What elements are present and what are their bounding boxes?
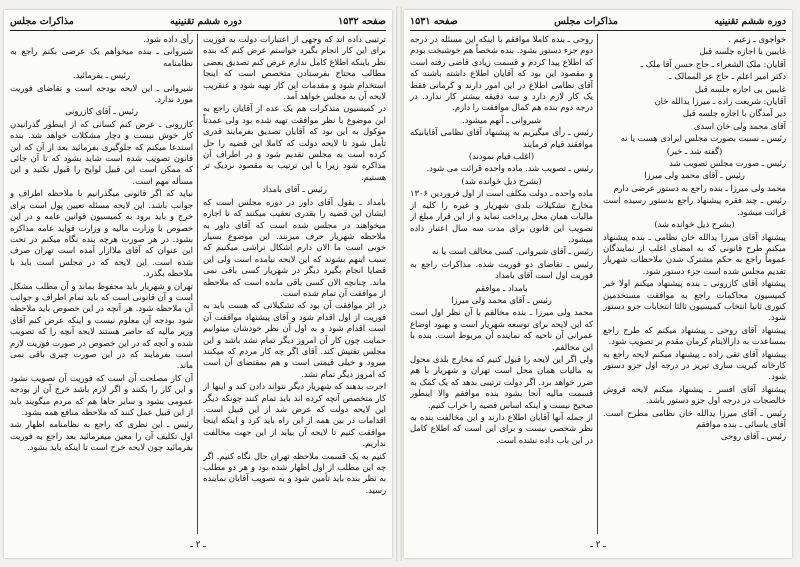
column-divider [597, 34, 598, 534]
paragraph: رئیس ـ صورت مجلس تصویب شد [669, 158, 786, 169]
paragraph: ماده واحده ـ دولت مکلف است از اول فروردین ۱۳۰۶ مخارج تشکیلات بلدی شهریار و غیره را کلیه از مالیات همان محل پرداخت نماید و از این قرار مبلغ از تصویب این قانون برای مدت سه سال اعتبار داده میشود. [410, 188, 593, 244]
paragraph: ولی اگر این لایحه را قبول کنیم که مخارج بلدی محول به مالیات همان محل است تهران و شهریار با هم ضرر خواهد برد. اگر دولت ترتیبی بدهد که یک کمک به قسمت مالیه آنجا بشود بنده موافقم والا اینطور صحیح نیست و اینکه اساس قضیه را خراب کنیم. [410, 353, 593, 410]
header-rule [410, 30, 786, 31]
paragraph: در اثر موافقت آن بود که تشکیلاتی که هست باید به فوریت از اول اقدام شود و آقای پیشنهاد موافقت آن است اقدام شود و به اول آن نظر خودشان میتوانیم حمایت چون کار آن امروز دیگر تمام نشد باشد و این مجلس تفتیش کند. آقای اگر چه کار مردم که میکنند میرود و خیلی قیمتی است و هم بمقتضای آن است که امروز دیگر تمام نشد. [203, 300, 386, 379]
left-page-column-2 [10, 34, 193, 534]
paragraph: رئیس ـ آقای روحی [720, 431, 786, 442]
speaker-line: رئیس ـ آقای محمد ولی میرزا [451, 294, 552, 305]
paragraph: محمد ولی میرزا ـ بنده مخالفم با آن نظر اول است که این لایحه برای توسعه شهریار است و بهبود اوضاع عمرانی آن ناحیه که نماینده آن مربوط است. بنده با این مخالفم. [410, 307, 593, 352]
paragraph: آقایان: ملک الشعراء ـ حاج حسن آقا ملک ـ [640, 58, 786, 69]
session-title: دوره ششم تقنینیه [170, 15, 242, 27]
paragraph: در کمیسیون متذکرات هم یک عده از آقایان راجع به این موضوع با نظر موافقت تهیه شده بود ولی عمدتاً موکول به این بود که آقایان تصدیق بفرمایند قدری تأمل شود تا لایحه دولت که کاملا این قضیه را حل کرده است به مجلس تقدیم شود و در اطراف آن مذاکره شود زیرا با این ترتیب به مقصود نزدیک تر هستیم. [203, 103, 386, 182]
paragraph: رئیس ـ این نظری که راجع به نظامنامه اظهار شد اول تکلیف آن را معین میفرمائید بعد راجع به فوریت بفرمائید چون لایحه خرج است تا اینکه باید بشود. [10, 419, 193, 453]
paragraph: پیشنهاد آقای تقی زاده ـ پیشنهاد میکنم لایحه راجع به کارخانه کبریت سازی تبریز در درجه اول جزو دستور شود. [603, 348, 786, 382]
paragraph: آن کار مصلحت آن است که فوریت آن تصویب نشود و این کار را بکنند و اگر لازم باشد خرج آن از بودجه عمومی بشود و سایر جاها هم که مردم میگویند باید از این قبیل عمل کنند که ملاحظه منافع همه بشود. [10, 372, 193, 417]
paragraph: رئیس ـ نسبت بصورت مجلس ایرادی هست یا نه [620, 133, 786, 144]
page-number-label: صفحه ۱۵۳۲ [338, 15, 386, 27]
paragraph: رئیس ـ آقای میرزا یدالله خان نظامی مطرح است. آقای یاسائی ـ بنده موافقم [603, 407, 786, 429]
paragraph: دیر آمدگان با اجازه جلسه قبل [682, 108, 786, 119]
procedural-note: (گفته شد ـ خیر) [666, 145, 723, 156]
right-page-header [410, 13, 786, 29]
paragraph: کازرونی ـ عرض کنم کسانی که از اینطور گذرانیدن کار خوش نیست و دچار مشکلات خواهد شد. بنده استدعا میکنم که جلوگیری بفرمائید بعد از آن که این قانون تصویب شده است شاید بشود که تا آن جائی که ممکن است این قبیل لوایح را قبول نکنید و این مسأله مهم است. [10, 118, 193, 186]
paragraph: پیشنهاد آقای افسر ـ پیشنهاد میکنم لایحه فروش خالصجات در درجه اول جزو دستور باشد. [603, 383, 786, 406]
paragraph: آقای محمد ولی خان اسدی [693, 120, 786, 131]
paragraph: رئیس ـ آقای شیروانی. کسی مخالف است یا نه [431, 246, 593, 257]
paragraph: نباید که اگر قانونی میگذرانیم با ملاحظه اطراف و جوانب باشد. این لایحه مسئله تعیین پول است برای خرج و باید برود به کمیسیون قوانین عامه و در این خصوص با وزارت مالیه و وزارت فواید عامه مذاکره بشود. در هر صورت هرچه بنده نگاه میکنم در تحت این عنوان که آقای ملاازار آمده است تهران صرف شده است. این لایحه که در مجلس است باید با ملاحظه بگذرد. [10, 188, 193, 279]
paragraph: رأی داده شود. [143, 34, 193, 44]
journal-title: مذاکرات مجلس [10, 15, 74, 27]
speaker-line: شیروانی ـ آنهم میشود. [462, 114, 541, 125]
paragraph: از جمله آنها آقایان اطلاع دارند و این مخالفت بنده به نظر شخصی نیست و برای این است که اطلاع کامل در این باب داده نشده است. [410, 412, 593, 445]
header-rule [10, 30, 386, 31]
left-page-column-1 [203, 34, 386, 534]
paragraph: غایبین با اجازه جلسه قبل [699, 46, 786, 57]
left-page-header [10, 13, 386, 29]
left-page [4, 10, 392, 558]
page-footer-number: ـ ۲ ـ [590, 540, 606, 550]
paragraph: اجرت بدهند که شهریار دیگر نتواند دادن کند و اینها از کار متخصص آنچه کرده اند باید تمام کنند چونکه دیگر این لایحه دولت که عرض شد از این قبیل است. اقدامات در بین همه از این راه باید کرد و اینکه اینجا موافقت کنیم تا لایحه آن بیاید از این جهت مخالفت نداریم. [203, 381, 386, 449]
procedural-note: (اغلب قیام نمودند) [468, 151, 535, 162]
journal-title: مذاکرات مجلس [554, 15, 618, 27]
speaker-line: رئیس ـ آقای بامداد [262, 184, 327, 195]
column-divider [197, 34, 198, 534]
speaker-line: رئیس ـ آقای محمد ولی میرزا [644, 170, 745, 181]
paragraph: پیشنهاد آقای کازرونی ـ بنده پیشنهاد میکنم اولا خبر کمیسیون محاکمات راجع به موافقت مستخدمین کنوری ثانیا انتخاب کمیسیون ثالثا انتخابات جزو دستور شود. [603, 278, 786, 323]
paragraph: محمد ولی میرزا ـ بنده راجع به دستور عرضی دارم [613, 182, 786, 193]
paragraph: پیشنهاد آقای روحی ـ پیشنهاد میکنم که طرح راجع بمساعدت به دارالایتام کرمان مقدم بر تصویب شود. [603, 324, 786, 347]
paragraph: رئیس ـ تصویب شد. ماده واحده قرائت می شود. [426, 163, 593, 174]
left-page-footer [4, 540, 392, 550]
paragraph: شیروانی ـ این لایحه بودجه است و تقاضای فوریت مورد ندارد. [10, 82, 193, 105]
page-footer-number: ـ ۲ ـ [190, 540, 206, 550]
right-page-column-2 [410, 34, 593, 534]
paragraph: رئیس ـ رأی میگیریم به پیشنهاد آقای نظامی آقایانیکه موافقند قیام فرمایند [410, 127, 593, 149]
speaker-line: رئیس ـ بفرمائید. [73, 70, 130, 81]
paragraph: شیروانی ـ بنده میخواهم یک عرضی بکنم راجع به نظامنامه [10, 46, 193, 68]
paragraph: بامداد ـ بقول آقای داور در دوره مجلس است که ایشان این قضیه را بقدری تعقیب میکنند که تا اجازه میخواهند در مجلس شده است که آقای داور به ملاحظه شهریار حرف میزنند. این موضوع بسیار خوبی است ما الان دارم اشکال تراشی میکنیم که سبب اینهم بشوند که این لایحه نیامده است ولی این قضایا انجام بگیرد دیگر در شهریار کسی باقی نمی ماند. چنانچه الان کسی باقی مانده است که ملاحظه از موافقت آن تمام شده است. [203, 196, 386, 298]
book-gutter [396, 6, 402, 561]
right-page [404, 10, 792, 558]
paragraph: ترتیبی داده اند که وجهی از اعتبارات دولت به فوریت برای این کار انجام بگیرد خواستم عرض کنم که بنده نظر باینکه اطلاع کامل ندارم عرض کنم تصدیق بعضی مطالب محتاج بفرستادن متخصص است که اینجا استخدام شود و مقدمات این کار تهیه شود و عنقریب لایحه آن به مجلس خواهد آمد. [203, 34, 386, 102]
procedural-note: (بشرح ذیل خوانده شد) [461, 175, 542, 186]
paragraph: پیشنهاد آقای میرزا یدالله خان نظامی ـ بنده پیشنهاد میکنم طرح قانونی که به امضای اغلب از نمایندگان عموماً راجع به حکم مشترک شدن ملاحظات شهریار تقدیم مجلس شده است جزء دستور شود. [603, 231, 786, 276]
paragraph: آقایان: شریعت زاده ـ میرزا یدالله خان [654, 96, 786, 107]
paragraph: رئیس ـ تقاضای دو فوریت شده. مذاکرات راجع به فوریت اول است آقای بامداد [410, 258, 593, 281]
page-number-label: صفحه ۱۵۳۱ [410, 15, 458, 27]
session-title: دوره ششم تقنینیه [714, 15, 786, 27]
speaker-line: رئیس ـ آقای کازرونی [65, 106, 138, 117]
right-page-footer [404, 540, 792, 550]
paragraph: خواجوی ـ زعیم . [728, 34, 786, 44]
paragraph: روحی ـ بنده کاملا موافقم با اینکه این مسئله در درجه دوم جزء دستور بشود. بنده شخصاً هم خوشبخت بودم که اطلاع پیدا کردم و قسمت زیادی قاضی رفته است و مقصود این بود که آقایان اطلاع داشته باشند که آقای نظامی اطلاع در این امور دارند و کرمانی فقط یک کار لازم دارد و سه دقیقه بیشتر کار ندارد. در درجه دوم بنده هم کمال موافقت را دارم. [410, 34, 593, 113]
paragraph: تهران و شهریار باید محفوظ بماند و آن مطلب مشکل است و آن قانونی است که باید تمام اطراف و جوانب آن ملاحظه شود. هر آنچه در این خصوص باید ملاحظه شود بودجه آن معلوم نیست و اینکه عرض کنم آقای وزیر مالیه که حاضر هستند لایحه آنچه را که تصویب شده و آنچه که در این خصوص در صورت فوریت لازم است بفرمایند که در این صورت چیزی باقی نمی ماند. [10, 280, 193, 371]
paragraph: رئیس ـ چند فقره پیشنهاد راجع بدستور رسیده است قرائت میشود. [603, 195, 786, 217]
paragraph: کنیم به یک قسمت ملاحظه تهران حال نگاه کنیم. اگر چه این مطلب از اول اظهار شده بود و هر دو مطلب به نظر بنده باید تأمین شود و به تصویب آقایان نماینده رسید. [203, 450, 386, 495]
right-page-column-1 [603, 34, 786, 534]
procedural-note: (بشرح ذیل خوانده شد) [654, 219, 735, 230]
paragraph: غایبین بی اجازه جلسه قبل [694, 83, 786, 94]
paragraph: دکتر امیر اعلم ـ حاج عز الممالک ـ [669, 71, 786, 82]
speaker-line: بامداد ـ موافقم [475, 282, 528, 293]
